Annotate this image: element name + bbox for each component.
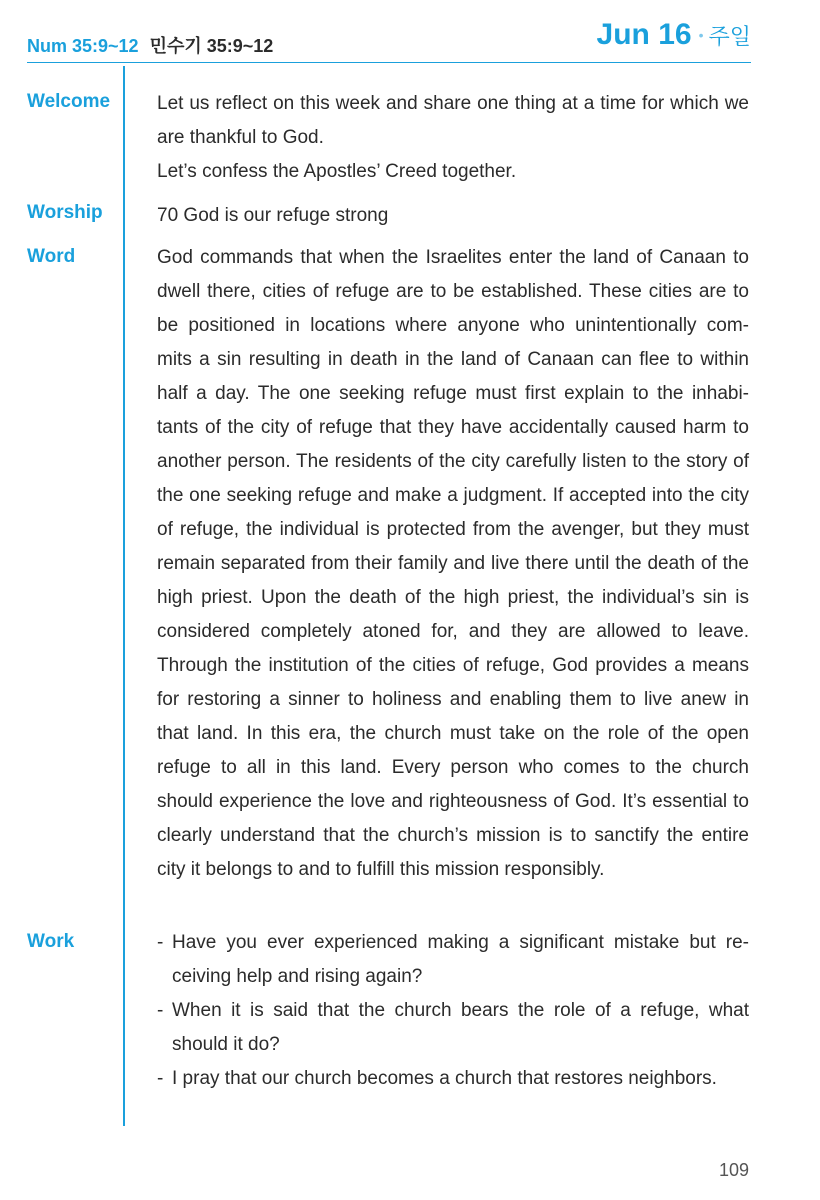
word-paragraph: God commands that when the Israelites enter the land of Canaan to dwell there, cities of refuge are to be established. These cities are to be positioned in locations where anyone who unintentionally com- mits a sin resulting in death in the land of Canaan can flee to within half a day. The one seeking refuge must first explain to the inhabi- tants of the city of refuge that they have accidentally caused harm to another person. The residents of the city carefully listen to the story of the one seeking refuge and make a judgment. If accepted into the city of refuge, the individual is protected from the avenger, but they must remain separated from their family and live there until the death of the high priest. Upon the death of the high priest, the individual’s sin is considered completely atoned for, and they are allowed to leave. Through the institution of the cities of refuge, God provides a means for restoring a sinner to holiness and enabling them to live anew in that land. In this era, the church must take on the role of the open refuge to all in this land. Every person who comes to the church should experience the love and righteousness of God. It’s essential to clearly understand that the church’s mission is to sanctify the entire city it belongs to and to fulfill this mission responsibly.	[157, 247, 749, 880]
scripture-reference	[27, 32, 273, 58]
scripture-reference-korean: 민수기 35:9~12	[149, 36, 274, 56]
section-label-welcome: Welcome	[27, 91, 111, 112]
section-work-content	[157, 926, 749, 1096]
work-question	[157, 1062, 749, 1096]
section-label-work: Work	[27, 931, 75, 952]
bullet-dash: -	[157, 1068, 164, 1089]
welcome-line: Let’s confess the Apostles’ Creed together.	[157, 161, 517, 182]
work-question	[157, 926, 749, 994]
worship-hymn: 70 God is our refuge strong	[157, 205, 389, 226]
date-block	[597, 18, 751, 52]
work-question-text: I pray that our church becomes a church that restores neighbors.	[172, 1068, 717, 1089]
bullet-dash: -	[157, 1000, 164, 1021]
page-number: 109	[718, 1160, 749, 1180]
work-question	[157, 994, 749, 1062]
section-welcome-content	[157, 87, 749, 189]
page-header	[27, 18, 751, 62]
date-label: Jun 16	[596, 18, 692, 51]
section-divider-vertical	[123, 66, 125, 1126]
section-label-worship: Worship	[27, 202, 103, 223]
work-question-text: When it is said that the church bears the role of a refuge, what should it do?	[172, 1000, 749, 1055]
scripture-reference-english: Num 35:9~12	[27, 36, 139, 56]
work-question-text: Have you ever experienced making a significant mistake but re- ceiving help and rising again?	[172, 932, 749, 987]
date-separator: •	[698, 27, 704, 43]
welcome-line: Let us reflect on this week and share one thing at a time for which we are thankful to God.	[157, 93, 749, 148]
header-divider	[27, 62, 751, 63]
work-question-list	[157, 926, 749, 1096]
section-label-word: Word	[27, 246, 76, 267]
section-worship-content	[157, 199, 749, 233]
bullet-dash: -	[157, 932, 164, 953]
section-word-content	[157, 241, 749, 887]
weekday-label: 주일	[708, 24, 751, 49]
